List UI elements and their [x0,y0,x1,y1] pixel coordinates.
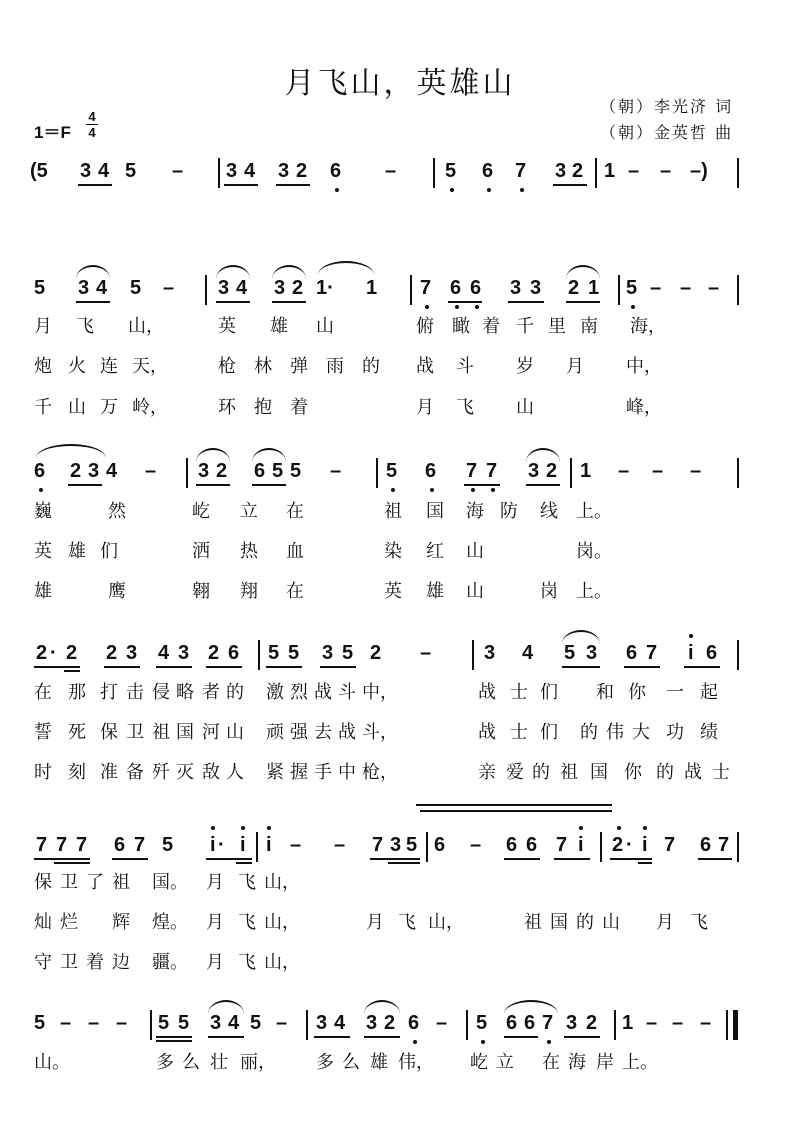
lyric-syllable: 月 [206,912,224,933]
line3-notation: 2 · 2 2 3 4 3 2 6 5 5 3 5 2 – 3 4 5 3 6 7 i 6 [0,640,800,668]
intro-notation-text [0,0,1,1]
lyric-syllable: 瞰 [452,316,470,337]
lyric-syllable: 们 [540,682,558,703]
lyric-syllable: 雄 [370,1052,388,1073]
lyric-syllable: 丽， [240,1052,276,1073]
lyric-syllable: 洒 [192,541,210,562]
lyric-syllable: 雄 [68,541,86,562]
lyric-syllable: 烂 [60,912,78,933]
lyric-syllable: 南 [580,316,598,337]
lyric-syllable: 月 [206,952,224,973]
lyric-syllable: 在 [286,501,304,522]
lyric-syllable: 然 [108,501,126,522]
lyric-syllable: 战 [684,762,702,783]
lyric-syllable: 火 [68,356,86,377]
lyric-syllable: 山 [466,541,484,562]
lyric-syllable: 侵 [152,682,170,703]
lyric-syllable: 和 [596,682,614,703]
lyric-syllable: 山， [264,952,300,973]
lyric-syllable: 人 [226,762,244,783]
lyric-syllable: 英 [218,316,236,337]
lyric-syllable: 击 [126,682,144,703]
lyric-syllable: 飞 [456,397,474,418]
lyric-syllable: 岗 [540,581,558,602]
lyric-syllable: 爱 [506,762,524,783]
lyric-syllable: 士 [510,722,528,743]
lyric-syllable: 们 [100,541,118,562]
lyric-syllable: 热 [240,541,258,562]
lyric-syllable: 多 [156,1052,174,1073]
lyric-syllable: 士 [510,682,528,703]
lyric-syllable: 国 [550,912,568,933]
lyric-syllable: 英 [384,581,402,602]
time-signature [86,110,98,139]
intro-notation: (5 3 4 5 – 3 4 3 2 6 – 5 6 7 3 2 1 – – –) [0,158,800,186]
lyric-syllable: 山 [316,316,334,337]
lyric-syllable: 飞 [690,912,708,933]
lyric-syllable: 伟 [606,722,624,743]
lyric-syllable: 峰， [626,397,662,418]
lyric-syllable: 林 [254,356,272,377]
lyric-syllable: 士 [712,762,730,783]
lyric-syllable: 山 [68,397,86,418]
lyric-syllable: 飞 [398,912,416,933]
lyric-syllable: 准 [100,762,118,783]
lyric-syllable: 祖 [524,912,542,933]
lyric-syllable: 灭 [176,762,194,783]
lyric-syllable: 血 [286,541,304,562]
lyric-syllable: 去 [314,722,332,743]
lyric-syllable: 雄 [34,581,52,602]
lyric-syllable: 国 [590,762,608,783]
lyric-syllable: 枪 [218,356,236,377]
lyric-syllable: 顽 [266,722,284,743]
lyric-syllable: 线 [540,501,558,522]
lyric-syllable: 壮 [210,1052,228,1073]
lyric-syllable: 国。 [152,872,188,893]
lyric-syllable: 山 [602,912,620,933]
lyric-syllable: 保 [100,722,118,743]
lyric-syllable: 海 [568,1052,586,1073]
lyric-syllable: 斗 [338,682,356,703]
lyric-syllable: 的 [532,762,550,783]
lyric-syllable: 屹 [192,501,210,522]
lyric-syllable: 战 [478,722,496,743]
lyric-syllable: 辉 [112,912,130,933]
key-signature: 1＝F [34,123,71,142]
lyric-syllable: 么 [342,1052,360,1073]
lyric-syllable: 那 [68,682,86,703]
lyric-syllable: 山。 [34,1052,70,1073]
lyricist-credit: （朝）李光济 词 [600,97,734,116]
lyric-syllable: 死 [68,722,86,743]
lyric-syllable: 月 [566,356,584,377]
lyric-syllable: 起 [700,682,718,703]
lyric-syllable: 战 [338,722,356,743]
lyric-syllable: 的 [576,912,594,933]
lyric-syllable: 山， [428,912,464,933]
song-title: 月飞山，英雄山 [284,66,516,101]
lyric-syllable: 伟， [398,1052,434,1073]
lyric-syllable: 卫 [60,872,78,893]
lyric-syllable: 上。 [576,501,612,522]
lyric-syllable: 国 [426,501,444,522]
lyric-syllable: 誓 [34,722,52,743]
lyric-syllable: 里 [548,316,566,337]
lyric-syllable: 月 [206,872,224,893]
lyric-syllable: 你 [624,762,642,783]
lyric-syllable: 中 [338,762,356,783]
lyric-syllable: 卫 [126,722,144,743]
composer-credit: （朝）金英哲 曲 [600,123,734,142]
lyric-syllable: 战 [314,682,332,703]
lyric-syllable: 英 [34,541,52,562]
lyric-syllable: 月 [366,912,384,933]
lyric-syllable: 连 [100,356,118,377]
lyric-syllable: 翔 [240,581,258,602]
lyric-syllable: 山 [226,722,244,743]
lyric-syllable: 上。 [576,581,612,602]
lyric-syllable: 染 [384,541,402,562]
lyric-syllable: 刻 [68,762,86,783]
lyric-syllable: 在 [542,1052,560,1073]
lyric-syllable: 祖 [112,872,130,893]
lyric-syllable: 鹰 [108,581,126,602]
time-signature-bottom: 4 [88,125,96,140]
lyric-syllable: 千 [516,316,534,337]
lyric-syllable: 山， [128,316,164,337]
lyric-syllable: 枪， [362,762,398,783]
lyric-syllable: 弹 [290,356,308,377]
lyric-syllable: 上。 [622,1052,658,1073]
line1-notation: 5 3 4 5 – 3 4 3 2 1· 1 7 6 6 3 3 2 1 5 – – – [0,275,800,303]
lyric-syllable: 手 [314,762,332,783]
lyric-syllable: 斗 [456,356,474,377]
lyric-syllable: 翱 [192,581,210,602]
lyric-syllable: 山 [466,581,484,602]
lyric-syllable: 强 [290,722,308,743]
line5-notation: 5 – – – 5 5 3 4 5 – 3 4 3 2 6 – 5 6 6 7 3 2 1 – – – [0,1010,800,1038]
lyric-syllable: 抱 [254,397,272,418]
lyric-syllable: 立 [496,1052,514,1073]
lyric-syllable: 雄 [270,316,288,337]
lyric-syllable: 雨 [326,356,344,377]
notation-text-block [0,0,1,1]
lyric-syllable: 红 [426,541,444,562]
lyric-syllable: 绩 [700,722,718,743]
line4-notation: 7 7 7 6 7 5 i · i i – – 7 3 5 6 – 6 6 7 i 2 · i 7 6 7 [0,832,800,860]
lyric-syllable: 月 [34,316,52,337]
lyric-syllable: 海， [630,316,666,337]
lyric-syllable: 着 [86,952,104,973]
lyric-syllable: 中， [362,682,398,703]
lyric-syllable: 你 [628,682,646,703]
lyric-syllable: 守 [34,952,52,973]
lyric-syllable: 时 [34,762,52,783]
lyric-syllable: 的 [362,356,380,377]
lyric-syllable: 飞 [238,912,256,933]
lyric-syllable: 月 [416,397,434,418]
lyric-syllable: 着 [290,397,308,418]
lyric-syllable: 海 [466,501,484,522]
lyric-syllable: 歼 [152,762,170,783]
lyric-syllable: 山， [264,912,300,933]
lyric-syllable: 敌 [202,762,220,783]
lyric-syllable: 疆。 [152,952,188,973]
lyric-syllable: 功 [666,722,684,743]
lyric-syllable: 灿 [34,912,52,933]
lyric-syllable: 岁 [516,356,534,377]
lyric-syllable: 亲 [478,762,496,783]
line2-notation: 6 2 3 4 – 3 2 6 5 5 – 5 6 7 7 3 2 1 – – – [0,458,800,486]
lyric-syllable: 国 [176,722,194,743]
lyric-syllable: 备 [126,762,144,783]
lyric-syllable: 祖 [384,501,402,522]
lyric-syllable: 巍 [34,501,52,522]
lyric-syllable: 岗。 [576,541,612,562]
lyric-syllable: 飞 [76,316,94,337]
lyric-syllable: 山， [264,872,300,893]
lyric-syllable: 祖 [560,762,578,783]
lyric-syllable: 烈 [290,682,308,703]
lyric-syllable: 打 [100,682,118,703]
lyric-syllable: 紧 [266,762,284,783]
lyric-syllable: 炮 [34,356,52,377]
lyric-syllable: 一 [666,682,684,703]
lyric-syllable: 着 [482,316,500,337]
lyric-syllable: 煌。 [152,912,188,933]
lyric-syllable: 立 [240,501,258,522]
lyric-syllable: 卫 [60,952,78,973]
lyric-syllable: 斗， [362,722,398,743]
time-signature-top: 4 [88,109,96,124]
lyric-syllable: 战 [478,682,496,703]
lyric-syllable: 屹 [470,1052,488,1073]
lyric-syllable: 的 [580,722,598,743]
lyric-syllable: 战 [416,356,434,377]
lyric-syllable: 略 [176,682,194,703]
lyric-syllable: 防 [500,501,518,522]
lyric-syllable: 千 [34,397,52,418]
lyric-syllable: 在 [286,581,304,602]
lyric-syllable: 山 [516,397,534,418]
lyric-syllable: 中， [626,356,662,377]
lyric-syllable: 握 [290,762,308,783]
lyric-syllable: 岭， [132,397,168,418]
lyric-syllable: 飞 [238,872,256,893]
lyric-syllable: 保 [34,872,52,893]
lyric-syllable: 俯 [416,316,434,337]
lyric-syllable: 祖 [152,722,170,743]
lyric-syllable: 岸 [596,1052,614,1073]
lyric-syllable: 激 [266,682,284,703]
lyric-syllable: 者 [202,682,220,703]
lyric-syllable: 飞 [238,952,256,973]
lyric-syllable: 们 [540,722,558,743]
lyric-syllable: 的 [656,762,674,783]
lyric-syllable: 雄 [426,581,444,602]
lyric-syllable: 的 [226,682,244,703]
lyric-syllable: 边 [112,952,130,973]
lyric-syllable: 万 [100,397,118,418]
lyric-syllable: 么 [182,1052,200,1073]
lyric-syllable: 月 [656,912,674,933]
lyric-syllable: 在 [34,682,52,703]
lyric-syllable: 环 [218,397,236,418]
lyric-syllable: 大 [632,722,650,743]
lyric-syllable: 多 [316,1052,334,1073]
lyric-syllable: 天， [132,356,168,377]
lyric-syllable: 了 [86,872,104,893]
lyric-syllable: 河 [202,722,220,743]
